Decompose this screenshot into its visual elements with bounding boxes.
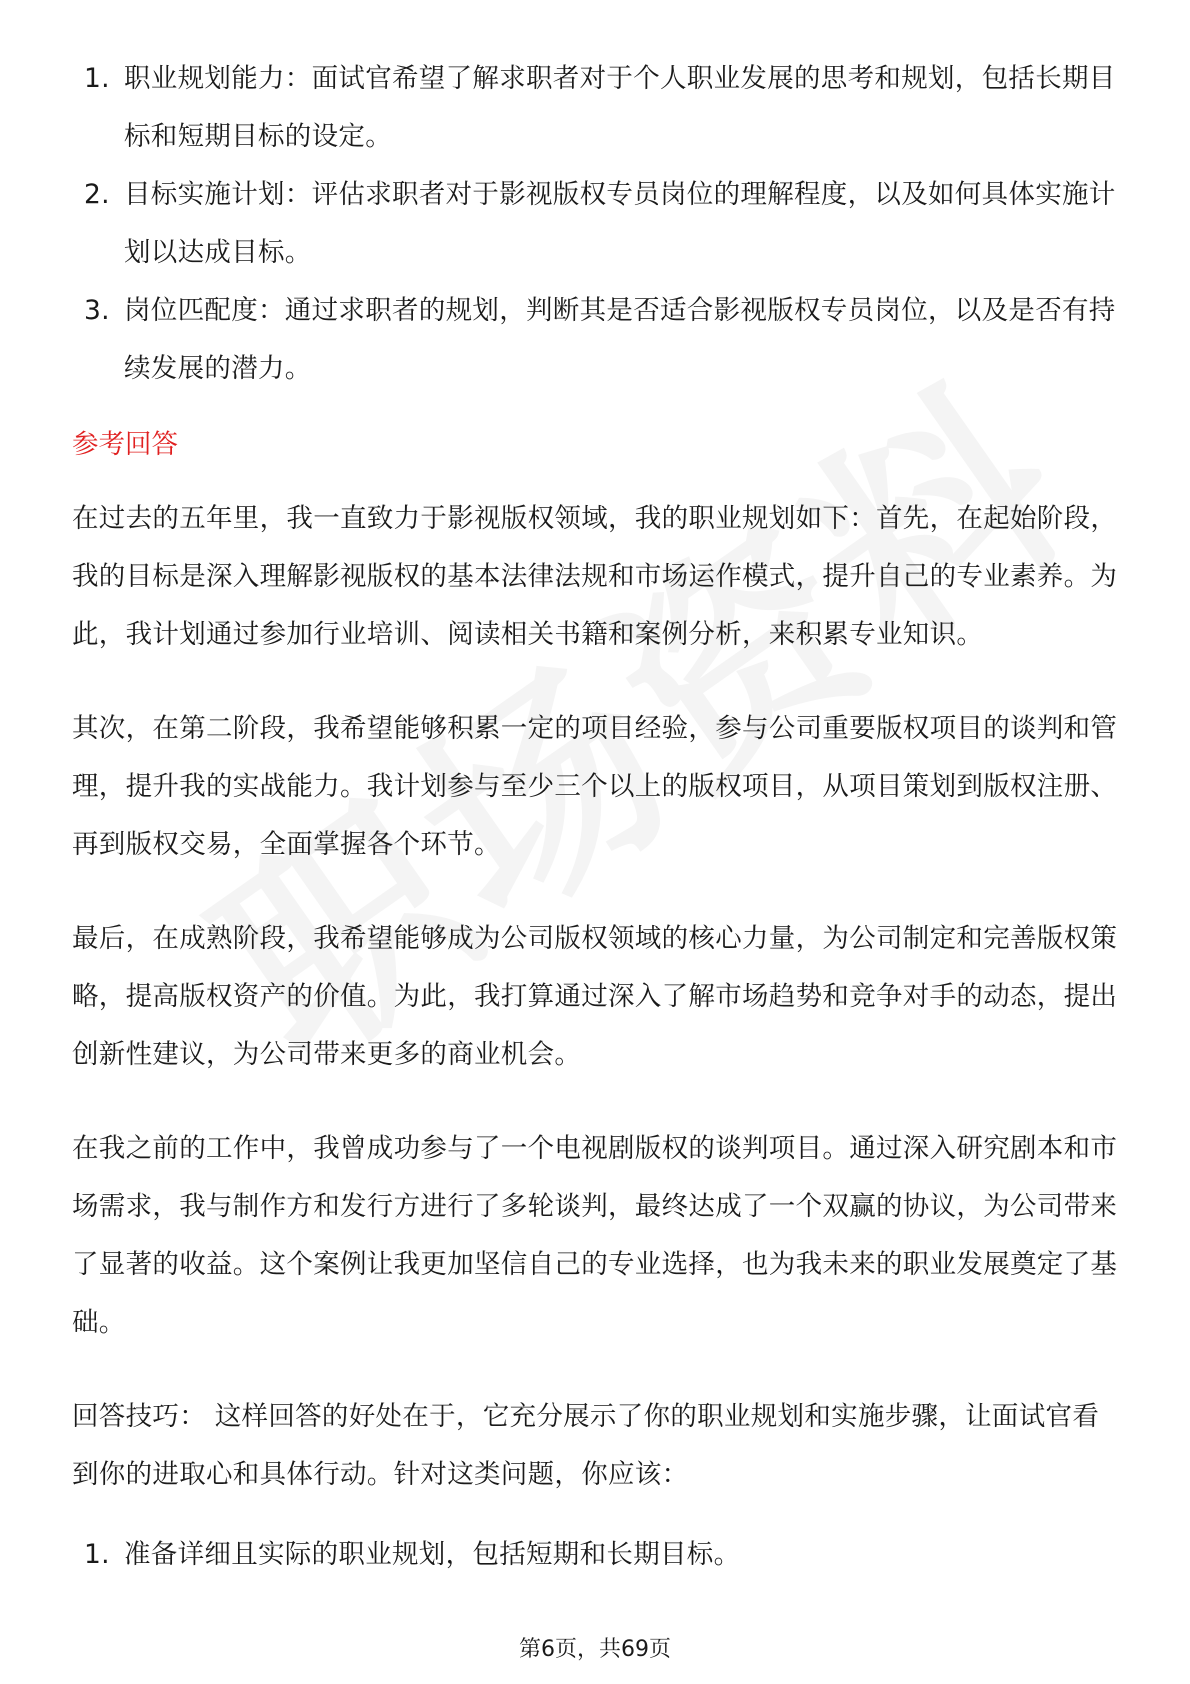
list-number: 2.	[84, 179, 110, 210]
list-item-text: 准备详细且实际的职业规划，包括短期和长期目标。	[124, 1539, 741, 1570]
list-item	[72, 166, 1122, 282]
list-number: 3.	[84, 295, 110, 326]
tips-list	[72, 1526, 1122, 1584]
paragraph: 其次，在第二阶段，我希望能够积累一定的项目经验，参与公司重要版权项目的谈判和管理，提升我的实战能力。我计划参与至少三个以上的版权项目，从项目策划到版权注册、再到版权交易，全面掌握各个环节。	[72, 713, 1118, 860]
list-item	[72, 282, 1122, 398]
list-number: 1.	[84, 1539, 110, 1570]
paragraph: 最后，在成熟阶段，我希望能够成为公司版权领域的核心力量，为公司制定和完善版权策略，提高版权资产的价值。为此，我打算通过深入了解市场趋势和竞争对手的动态，提出创新性建议，为公司带来更多的商业机会。	[72, 923, 1118, 1070]
paragraph: 在过去的五年里，我一直致力于影视版权领域，我的职业规划如下：首先，在起始阶段，我的目标是深入理解影视版权的基本法律法规和市场运作模式，提升自己的专业素养。为此，我计划通过参加行业培训、阅读相关书籍和案例分析，来积累专业知识。	[72, 503, 1118, 650]
list-item-text: 岗位匹配度：通过求职者的规划，判断其是否适合影视版权专员岗位，以及是否有持续发展的潜力。	[124, 295, 1116, 384]
list-item	[72, 50, 1122, 166]
page-footer: 第6页，共69页	[519, 1637, 671, 1662]
paragraph: 在我之前的工作中，我曾成功参与了一个电视剧版权的谈判项目。通过深入研究剧本和市场需求，我与制作方和发行方进行了多轮谈判，最终达成了一个双赢的协议，为公司带来了显著的收益。这个案例让我更加坚信自己的专业选择，也为我未来的职业发展奠定了基础。	[72, 1133, 1118, 1338]
list-number: 1.	[84, 63, 110, 94]
document-page	[72, 50, 1122, 1584]
list-item-text: 目标实施计划：评估求职者对于影视版权专员岗位的理解程度，以及如何具体实施计划以达成目标。	[124, 179, 1116, 268]
tips-paragraph: 回答技巧： 这样回答的好处在于，它充分展示了你的职业规划和实施步骤，让面试官看到你的进取心和具体行动。针对这类问题，你应该：	[72, 1401, 1100, 1490]
list-item-text: 职业规划能力：面试官希望了解求职者对于个人职业发展的思考和规划，包括长期目标和短期目标的设定。	[124, 63, 1116, 152]
answer-heading: 参考回答	[72, 429, 178, 460]
list-item	[72, 1526, 1122, 1584]
intro-list	[72, 50, 1122, 398]
